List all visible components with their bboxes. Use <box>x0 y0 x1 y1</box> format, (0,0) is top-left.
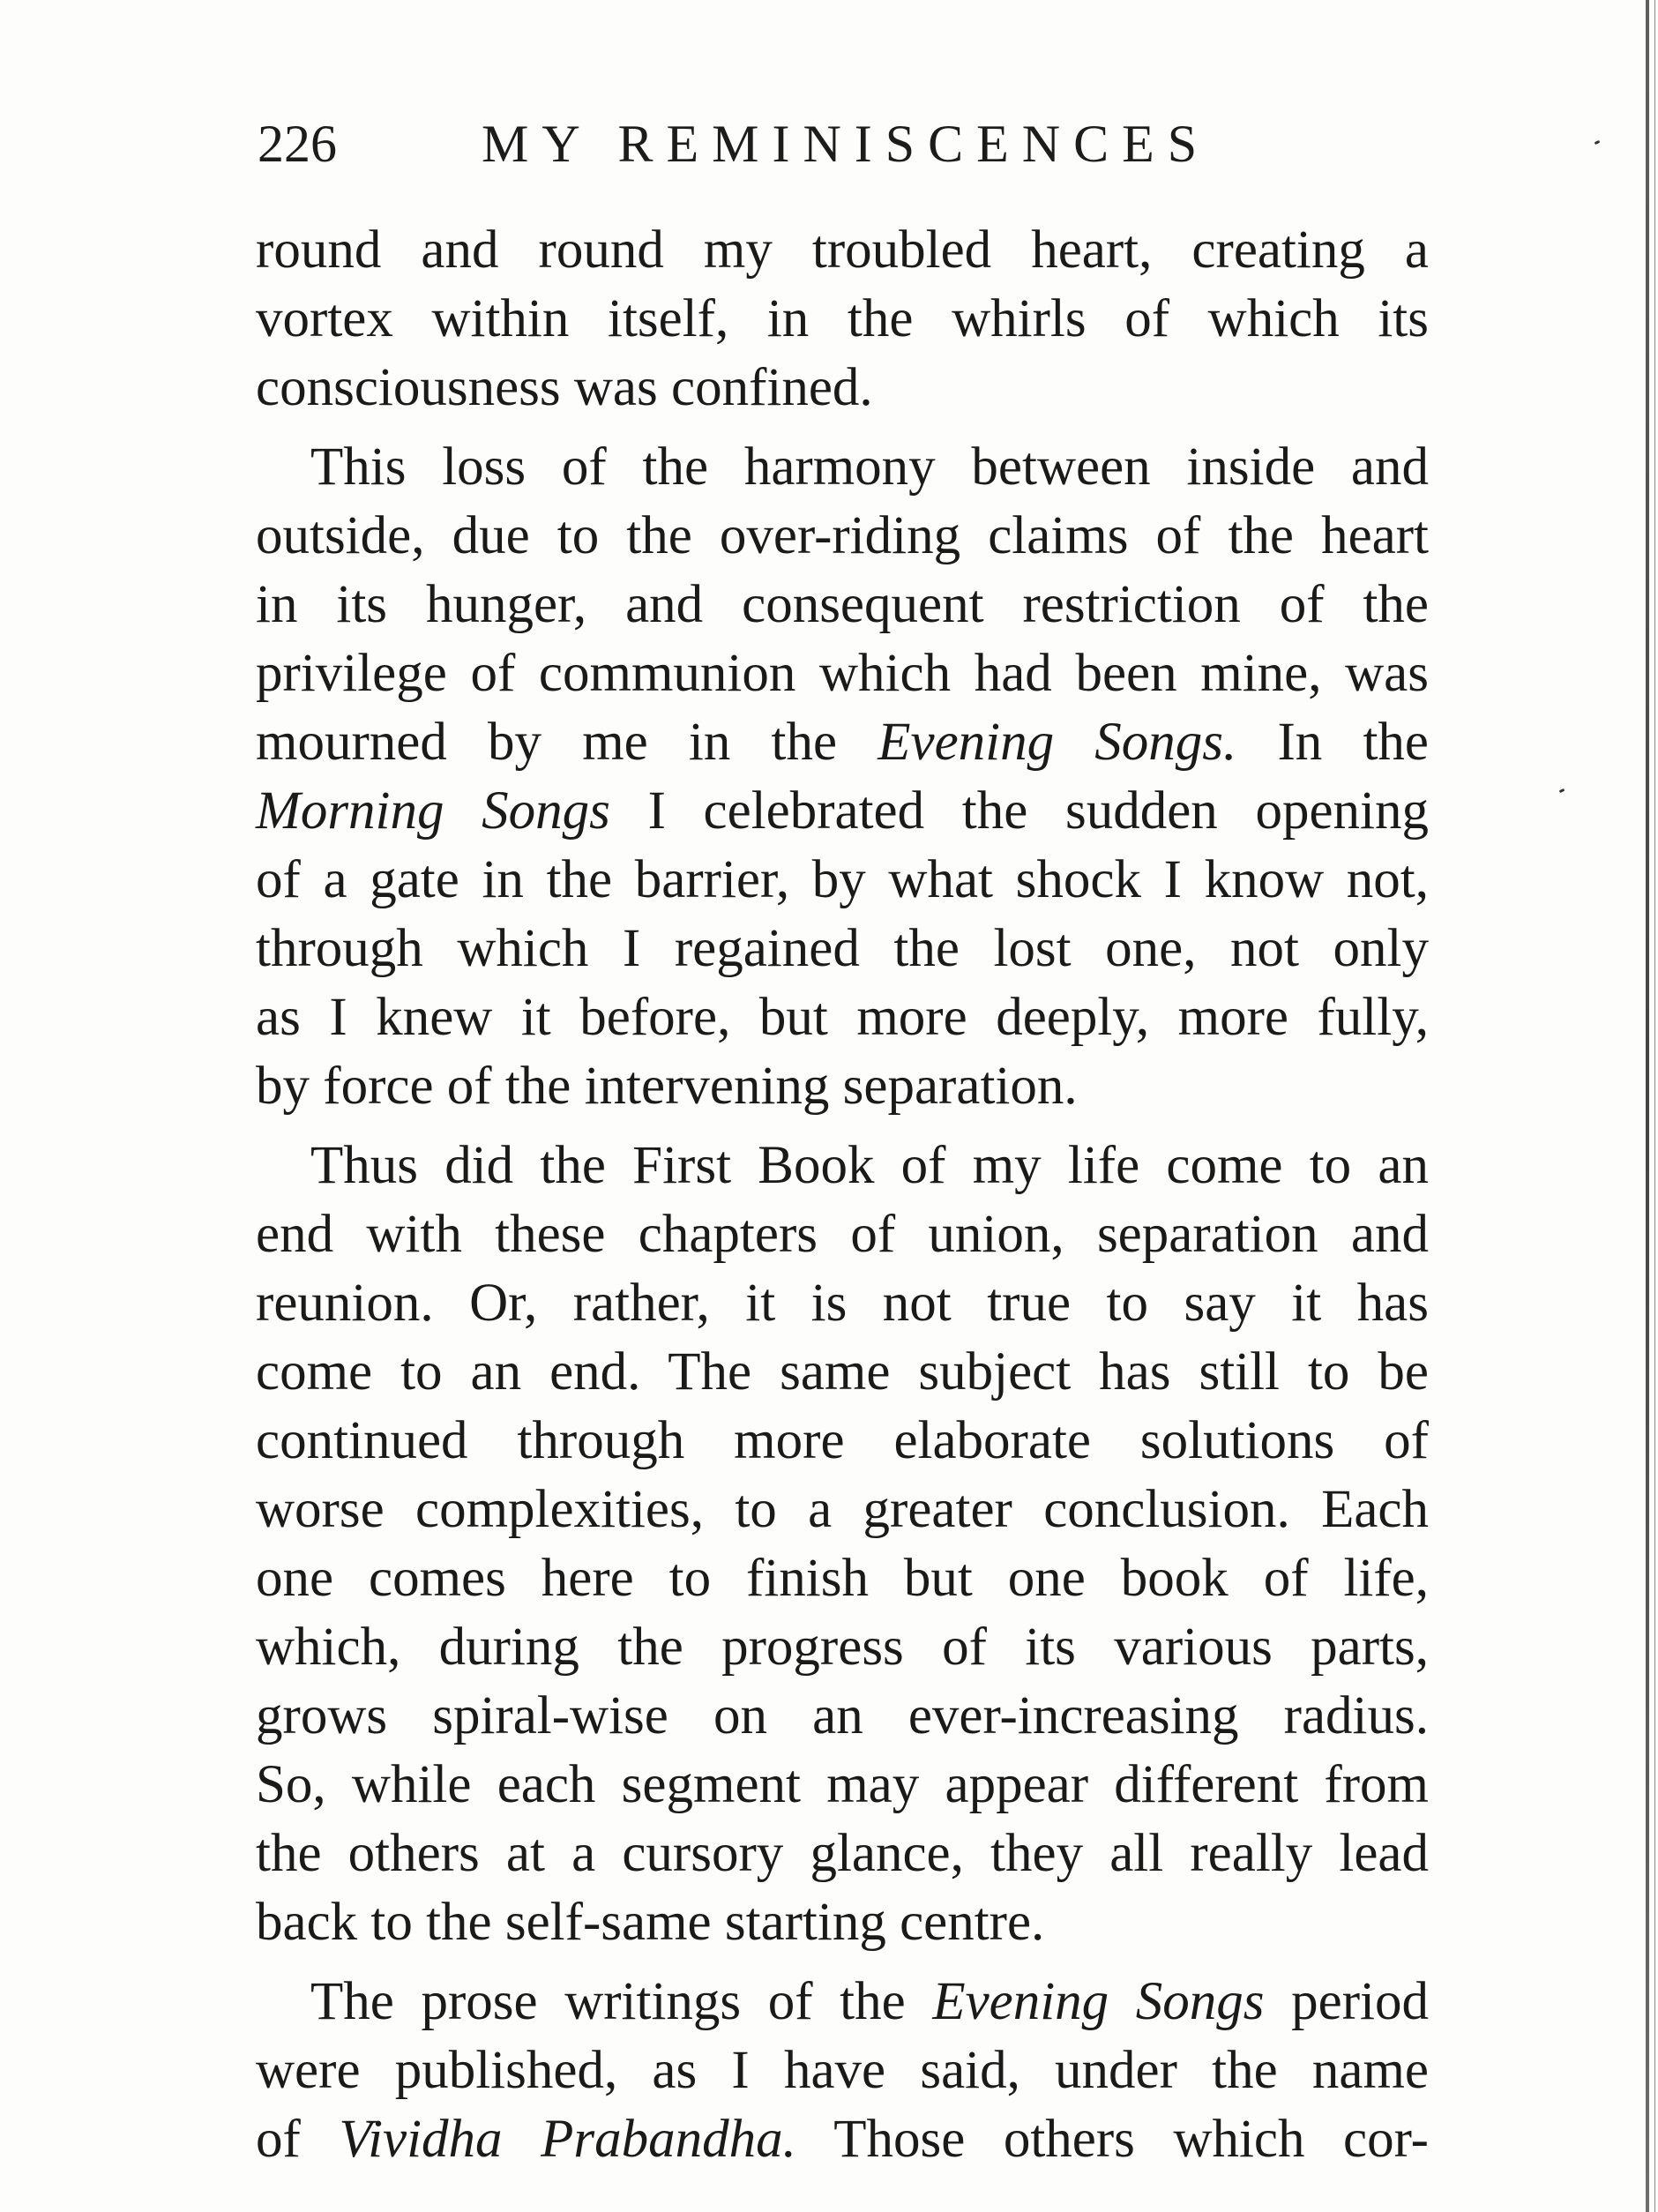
text-line: of Vividha Prabandha. Those others which cor- <box>256 2110 1429 2169</box>
text-line: privilege of communion which had been mine, was <box>256 644 1429 703</box>
text-line: one comes here to finish but one book of life, <box>256 1549 1429 1608</box>
text-line: back to the self-same starting centre. <box>256 1893 1045 1952</box>
text-line: end with these chapters of union, separation and <box>256 1205 1429 1264</box>
paragraph-2 <box>256 433 1429 1121</box>
page-header <box>256 104 1429 183</box>
text-line: vortex within itself, in the whirls of which its <box>256 289 1429 348</box>
text-line: by force of the intervening separation. <box>256 1057 1078 1116</box>
running-title: MY REMINISCENCES <box>482 115 1211 173</box>
book-title-morning-songs: Morning Songs <box>256 781 610 841</box>
text-line: Morning Songs I celebrated the sudden opening <box>256 781 1429 841</box>
page-number: 226 <box>258 115 337 173</box>
paragraph-1 <box>256 216 1429 422</box>
book-title-evening-songs: Evening Songs. <box>878 713 1237 772</box>
text-line: come to an end. The same subject has still to be <box>256 1342 1429 1401</box>
paragraph-4 <box>256 1968 1429 2174</box>
text-line: mourned by me in the Evening Songs. In the <box>256 713 1429 772</box>
text-line: were published, as I have said, under the name <box>256 2041 1429 2100</box>
text-line: of a gate in the barrier, by what shock I know not, <box>256 850 1429 909</box>
page-edge-line <box>1654 0 1655 2212</box>
text-line: continued through more elaborate solutions of <box>256 1411 1429 1470</box>
text-line: This loss of the harmony between inside and <box>310 437 1429 497</box>
body-text <box>256 216 1429 2185</box>
book-title-vividha-prabandha: Vividha Prabandha. <box>339 2110 796 2169</box>
text-line: outside, due to the over-riding claims of the heart <box>256 506 1429 565</box>
text-line: round and round my troubled heart, creating a <box>256 220 1429 280</box>
paragraph-3 <box>256 1132 1429 1957</box>
text-line: worse complexities, to a greater conclusion. Each <box>256 1480 1429 1539</box>
text-line: The prose writings of the Evening Songs period <box>310 1972 1429 2031</box>
page-edge-shadow <box>1646 0 1649 2212</box>
text-line: Thus did the First Book of my life come to an <box>310 1136 1429 1195</box>
book-title-evening-songs: Evening Songs <box>932 1972 1265 2031</box>
paper-speck <box>1595 140 1601 145</box>
text-line: reunion. Or, rather, it is not true to say it has <box>256 1274 1429 1333</box>
text-line: So, while each segment may appear different from <box>256 1755 1429 1814</box>
text-line: which, during the progress of its various parts, <box>256 1618 1429 1677</box>
text-line: as I knew it before, but more deeply, more fully, <box>256 988 1429 1047</box>
paper-speck <box>1559 788 1565 793</box>
text-line: consciousness was confined. <box>256 358 873 417</box>
text-line: through which I regained the lost one, not only <box>256 919 1429 978</box>
text-line: grows spiral-wise on an ever-increasing radius. <box>256 1686 1429 1745</box>
text-line: the others at a cursory glance, they all really lead <box>256 1824 1429 1883</box>
text-line: in its hunger, and consequent restriction of the <box>256 575 1429 634</box>
